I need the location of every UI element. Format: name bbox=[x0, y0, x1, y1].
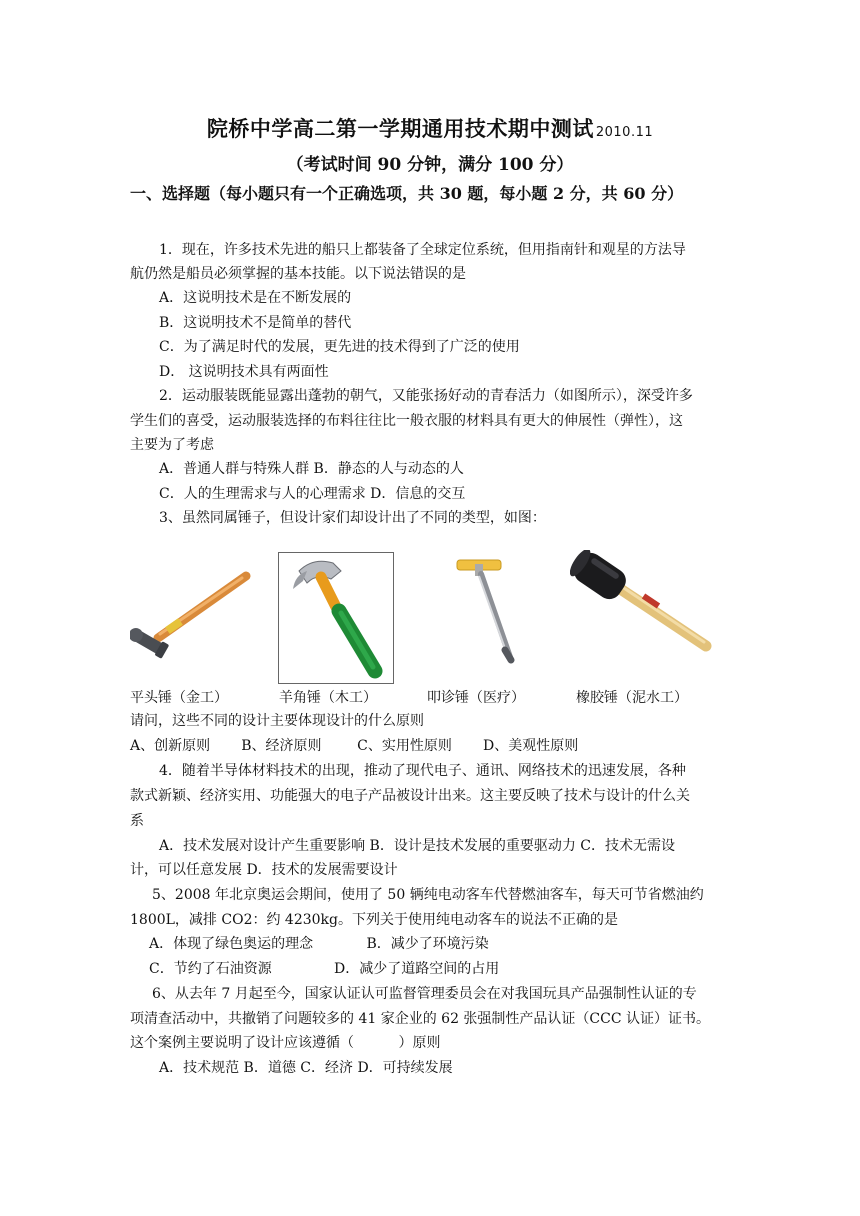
claw-hammer-image bbox=[279, 553, 393, 683]
q1-option-a: A．这说明技术是在不断发展的 bbox=[159, 290, 352, 306]
hammer-figure bbox=[130, 550, 730, 685]
q5-stem-line1: 5、2008 年北京奥运会期间，使用了 50 辆纯电动客车代替燃油客车，每天可节省燃油约 bbox=[152, 887, 704, 903]
q4-options-line1: A．技术发展对设计产生重要影响 B．设计是技术发展的重要驱动力 C．技术无需设 bbox=[159, 838, 676, 854]
q1-stem-line1: 1．现在，许多技术先进的船只上都装备了全球定位系统，但用指南针和观星的方法导 bbox=[159, 242, 686, 258]
q4-stem-line1: 4．随着半导体材料技术的出现，推动了现代电子、通讯、网络技术的迅速发展，各种 bbox=[159, 763, 686, 779]
title-text: 院桥中学高二第一学期通用技术期中测试 bbox=[206, 116, 594, 141]
q4-stem-line3: 系 bbox=[130, 813, 144, 829]
q1-option-c: C．为了满足时代的发展，更先进的技术得到了广泛的使用 bbox=[159, 339, 520, 355]
q5-options-ab: A．体现了绿色奥运的理念 B．减少了环境污染 bbox=[149, 936, 489, 952]
q2-stem-line3: 主要为了考虑 bbox=[130, 437, 214, 453]
q2-options-cd: C．人的生理需求与人的心理需求 D．信息的交互 bbox=[159, 486, 466, 502]
caption-claw: 羊角锤（木工） bbox=[279, 690, 377, 706]
q6-stem-line2: 项清查活动中，共撤销了问题较多的 41 家企业的 62 张强制性产品认证（CCC 认证）证书。 bbox=[130, 1011, 711, 1027]
q6-stem-line3: 这个案例主要说明了设计应该遵循（ ）原则 bbox=[130, 1035, 441, 1051]
caption-ball-peen: 平头锤（金工） bbox=[130, 690, 228, 706]
q4-stem-line2: 款式新颖、经济实用、功能强大的电子产品被设计出来。这主要反映了技术与设计的什么关 bbox=[130, 788, 690, 804]
q2-options-ab: A．普通人群与特殊人群 B．静态的人与动态的人 bbox=[159, 461, 464, 477]
exam-subtitle: （考试时间 90 分钟，满分 100 分） bbox=[286, 155, 574, 175]
reflex-hammer-image bbox=[445, 554, 555, 669]
q3-question: 请问，这些不同的设计主要体现设计的什么原则 bbox=[130, 713, 424, 729]
section-heading: 一、选择题（每小题只有一个正确选项，共 30 题，每小题 2 分，共 60 分） bbox=[130, 184, 684, 203]
caption-reflex: 叩诊锤（医疗） bbox=[427, 690, 525, 706]
q6-stem-line1: 6、从去年 7 月起至今，国家认证认可监督管理委员会在对我国玩具产品强制性认证的专 bbox=[152, 986, 697, 1002]
claw-hammer-frame bbox=[278, 552, 394, 684]
q3-options: A、创新原则 B、经济原则 C、实用性原则 D、美观性原则 bbox=[130, 738, 579, 754]
q5-options-cd: C．节约了石油资源 D．减少了道路空间的占用 bbox=[149, 961, 500, 977]
ball-peen-hammer-image bbox=[130, 570, 255, 662]
q1-option-d: D． 这说明技术具有两面性 bbox=[159, 364, 329, 380]
q3-stem: 3、虽然同属锤子，但设计家们却设计出了不同的类型，如图： bbox=[159, 510, 546, 526]
q1-stem-line2: 航仍然是船员必须掌握的基本技能。以下说法错误的是 bbox=[130, 266, 466, 282]
q2-stem-line2: 学生们的喜受，运动服装选择的布料往往比一般衣服的材料具有更大的伸展性（弹性），这 bbox=[130, 413, 683, 429]
q2-stem-line1: 2．运动服装既能显露出蓬勃的朝气，又能张扬好动的青春活力（如图所示），深受许多 bbox=[159, 388, 693, 404]
exam-date: 2010.11 bbox=[595, 125, 654, 140]
exam-title bbox=[0, 113, 860, 143]
rubber-mallet-image bbox=[570, 550, 720, 660]
q6-options: A．技术规范 B．道德 C．经济 D．可持续发展 bbox=[159, 1060, 453, 1076]
q4-options-line2: 计，可以任意发展 D．技术的发展需要设计 bbox=[130, 862, 398, 878]
caption-rubber: 橡胶锤（泥水工） bbox=[576, 690, 688, 706]
q5-stem-line2: 1800L，减排 CO2：约 4230kg。下列关于使用纯电动客车的说法不正确的是 bbox=[130, 912, 618, 928]
q1-option-b: B．这说明技术不是简单的替代 bbox=[159, 315, 352, 331]
